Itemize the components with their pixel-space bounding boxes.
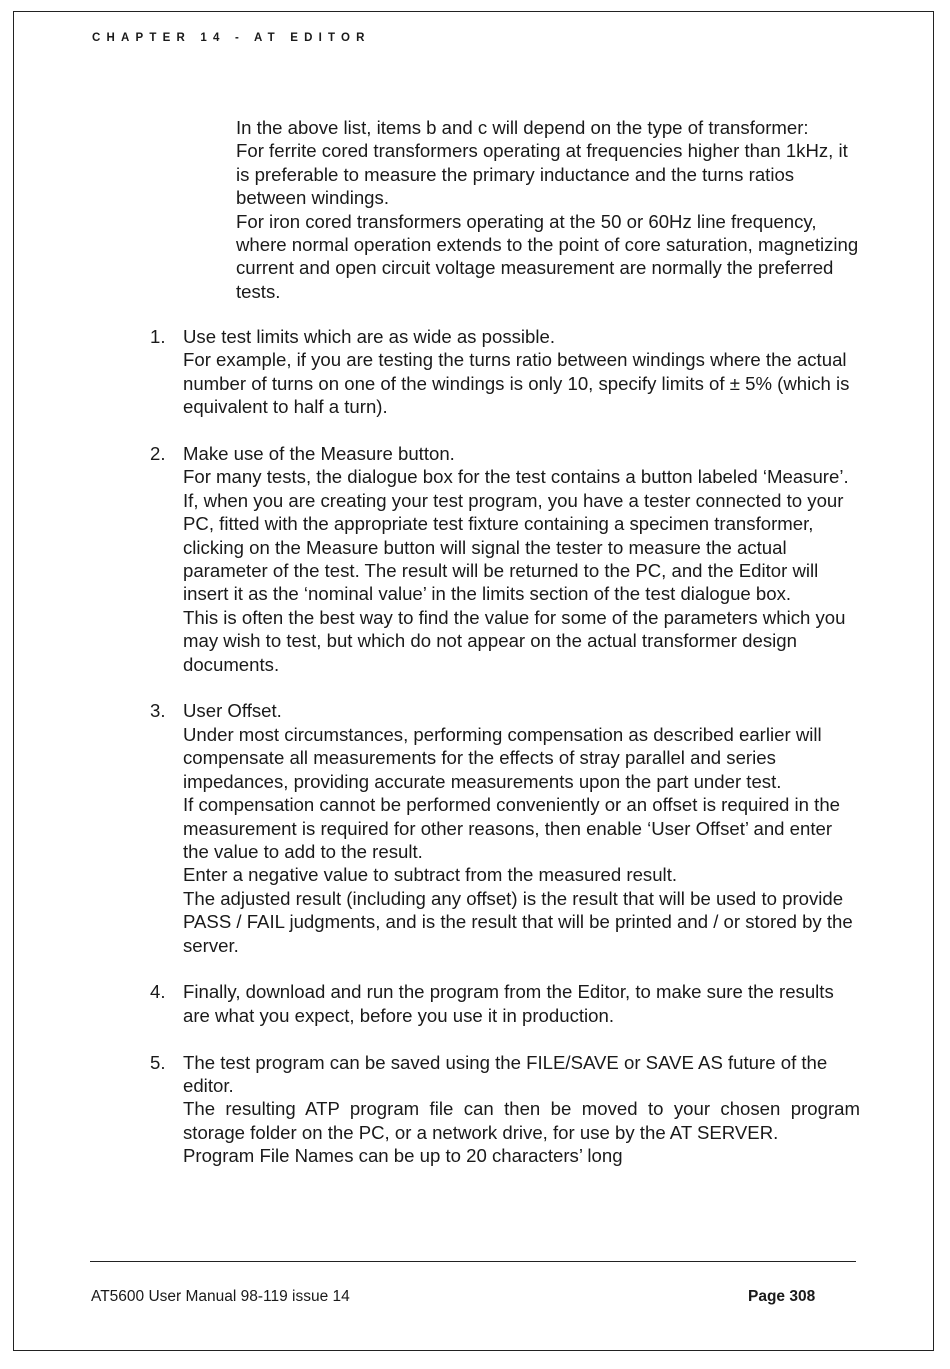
intro-paragraph: For ferrite cored transformers operating at frequencies higher than 1kHz, it is preferable to measure the primary inductance and the turns ratios between windings. [236, 140, 848, 209]
item-number: 4. [150, 981, 166, 1003]
item-line: For example, if you are testing the turns ratio between windings where the actual number of turns on one of the windings is only 10, specify limits of ± 5% (which is equivalent to half a turn). [183, 349, 850, 418]
item-line: User Offset. [183, 700, 282, 722]
item-line: For many tests, the dialogue box for the test contains a button labeled ‘Measure’. [183, 466, 849, 488]
item-line: Finally, download and run the program from the Editor, to make sure the results are what you expect, before you use it in production. [183, 981, 834, 1026]
footer-divider [90, 1261, 856, 1262]
item-line: The adjusted result (including any offset) is the result that will be used to provide PASS / FAIL judgments, and is the result that will be printed and / or stored by the server. [183, 887, 853, 956]
list-item-2 [150, 442, 860, 676]
list-item-5 [150, 1051, 860, 1168]
item-line: If, when you are creating your test program, you have a tester connected to your PC, fitted with the appropriate test fixture containing a specimen transformer, clicking on the Measure button will signal the tester to measure the actual parameter of the test. The result will be returned to the PC, and the Editor will insert it as the ‘nominal value’ in the limits section of the test dialogue box. [183, 489, 844, 605]
item-number: 2. [150, 443, 166, 465]
intro-paragraph: In the above list, items b and c will depend on the type of transformer: [236, 117, 809, 138]
item-line: If compensation cannot be performed conveniently or an offset is required in the measurement is required for other reasons, then enable ‘User Offset’ and enter the value to add to the result. [183, 794, 841, 862]
item-line: Program File Names can be up to 20 characters’ long [183, 1145, 623, 1167]
item-line: Use test limits which are as wide as possible. [183, 326, 556, 347]
list-item-4 [150, 980, 860, 1027]
item-line: Enter a negative value to subtract from the measured result. [183, 864, 678, 886]
list-item-3 [150, 699, 860, 956]
item-line: Make use of the Measure button. [183, 443, 455, 465]
chapter-header: CHAPTER 14 - AT EDITOR [92, 32, 371, 44]
item-line: This is often the best way to find the value for some of the parameters which you may wish to test, but which do not appear on the actual transformer design documents. [183, 606, 846, 675]
item-number: 3. [150, 700, 166, 722]
item-line: The resulting ATP program file can then be moved to your chosen program storage folder on the PC, or a network drive, for use by the AT SERVER. [183, 1098, 860, 1143]
item-number: 5. [150, 1051, 166, 1073]
footer-manual-title: AT5600 User Manual 98-119 issue 14 [91, 1288, 350, 1305]
intro-paragraph: For iron cored transformers operating at the 50 or 60Hz line frequency, where normal operation extends to the point of core saturation, magnetizing current and open circuit voltage measurement are normally the preferred tests. [236, 210, 859, 302]
intro-block [236, 116, 866, 303]
numbered-list [150, 325, 860, 1191]
item-number: 1. [150, 326, 166, 347]
footer-page-number: Page 308 [748, 1288, 816, 1305]
item-line: The test program can be saved using the FILE/SAVE or SAVE AS future of the editor. [183, 1051, 828, 1096]
item-line: Under most circumstances, performing compensation as described earlier will compensate all measurements for the effects of stray parallel and series impedances, providing accurate measurements upon the part under test. [183, 723, 822, 792]
list-item-1 [150, 325, 860, 419]
